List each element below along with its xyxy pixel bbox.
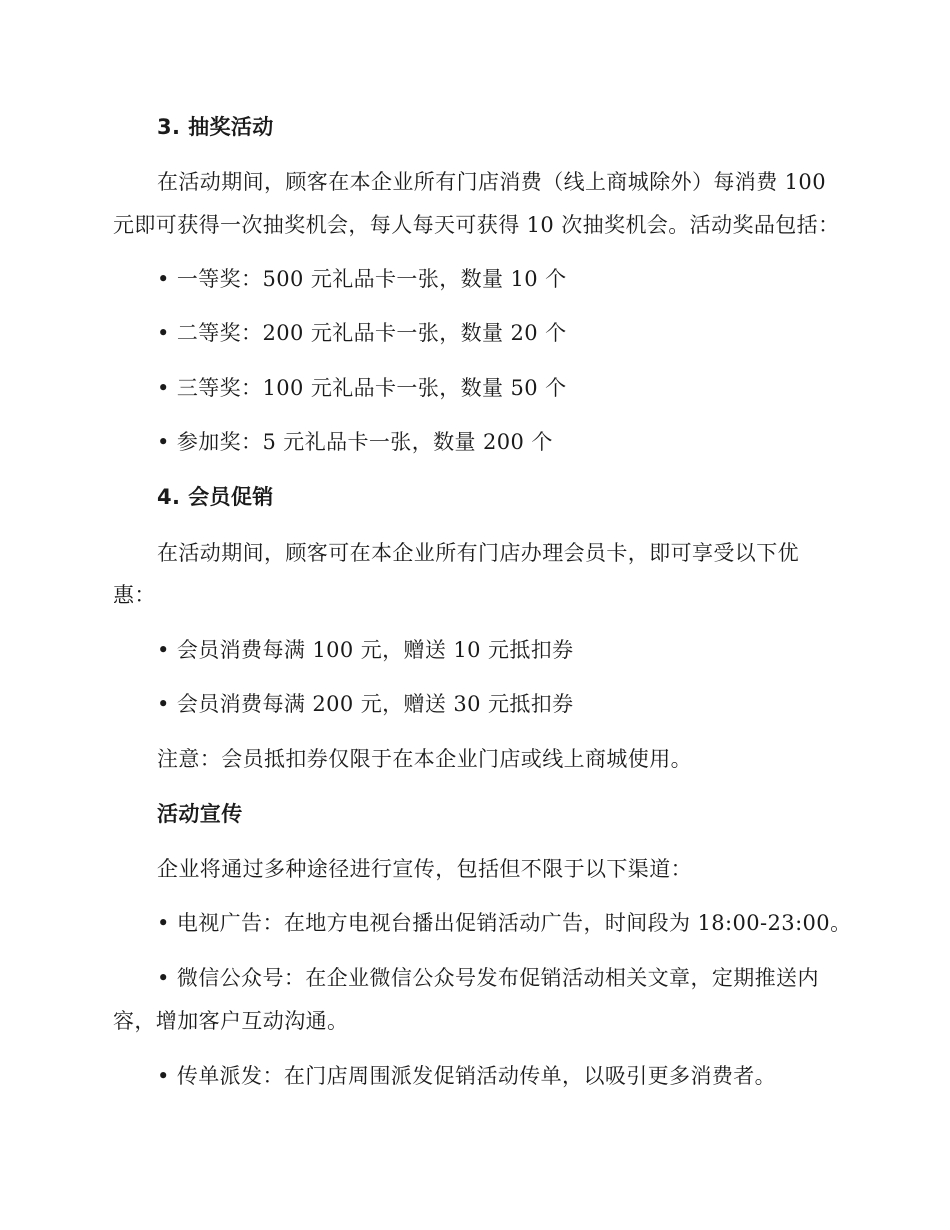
channel-item-wechat-line-2: 容，增加客户互动沟通。 — [113, 1009, 349, 1033]
channel-item-flyers: • 传单派发：在门店周围派发促销活动传单，以吸引更多消费者。 — [157, 1064, 777, 1088]
lottery-intro-line-1: 在活动期间，顾客在本企业所有门店消费（线上商城除外）每消费 100 — [157, 170, 826, 194]
publicity-intro: 企业将通过多种途径进行宣传，包括但不限于以下渠道： — [157, 857, 692, 881]
membership-note: 注意：会员抵扣券仅限于在本企业门店或线上商城使用。 — [157, 747, 692, 771]
membership-benefit-100: • 会员消费每满 100 元，赠送 10 元抵扣券 — [157, 638, 574, 662]
section-heading-membership: 4. 会员促销 — [157, 485, 274, 509]
prize-item-second: • 二等奖：200 元礼品卡一张，数量 20 个 — [157, 321, 567, 345]
membership-benefit-200: • 会员消费每满 200 元，赠送 30 元抵扣券 — [157, 692, 574, 716]
prize-item-third: • 三等奖：100 元礼品卡一张，数量 50 个 — [157, 376, 567, 400]
prize-item-participation: • 参加奖：5 元礼品卡一张，数量 200 个 — [157, 430, 553, 454]
membership-intro-line-1: 在活动期间，顾客可在本企业所有门店办理会员卡，即可享受以下优 — [157, 541, 799, 565]
prize-item-first: • 一等奖：500 元礼品卡一张，数量 10 个 — [157, 267, 567, 291]
channel-item-tv: • 电视广告：在地方电视台播出促销活动广告，时间段为 18:00-23:00。 — [157, 911, 852, 935]
channel-item-wechat-line-1: • 微信公众号：在企业微信公众号发布促销活动相关文章，定期推送内 — [157, 966, 819, 990]
membership-intro-line-2: 惠： — [113, 583, 156, 607]
section-heading-lottery: 3. 抽奖活动 — [157, 115, 274, 139]
lottery-intro-line-2: 元即可获得一次抽奖机会，每人每天可获得 10 次抽奖机会。活动奖品包括： — [113, 213, 840, 237]
section-heading-publicity: 活动宣传 — [157, 802, 243, 826]
